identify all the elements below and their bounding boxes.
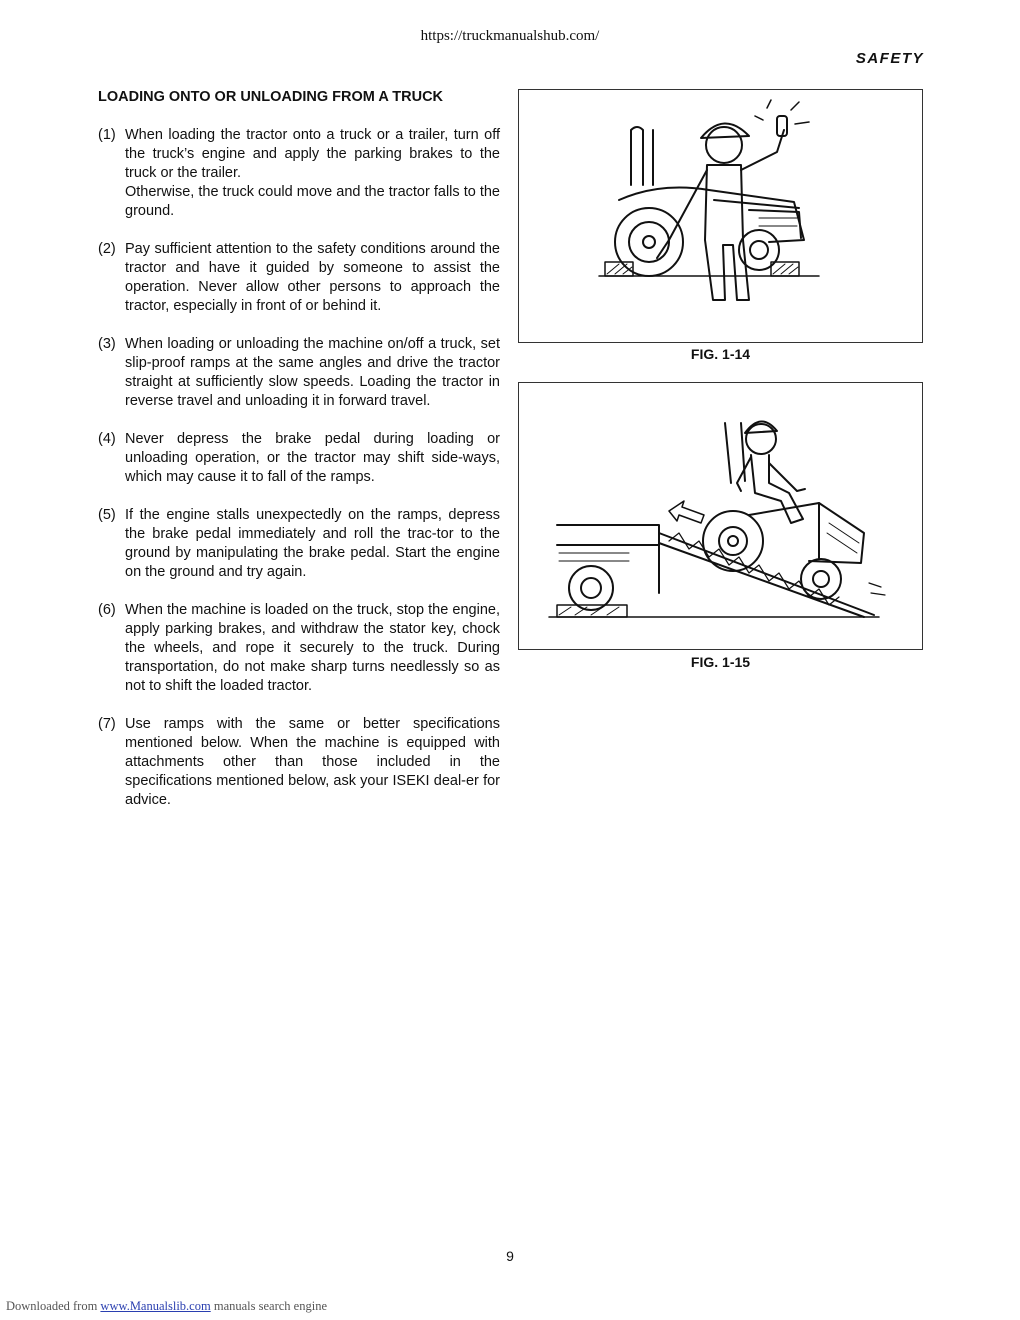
instruction-list [98,126,500,810]
list-item-text [125,240,500,316]
list-item-paragraph: When the machine is loaded on the truck, stop the engine, apply parking brakes, and withdraw the stator key, chock the wheels, and rope it securely to the truck. During transportation, do not make sharp turns needlessly so as not to shift the loaded tractor. [125,602,500,694]
list-item-paragraph: When loading or unloading the machine on/off a truck, set slip-proof ramps at the same angles and drive the tractor straight at sufficiently slow speeds. Loading the tractor in reverse travel and unloading it in forward travel. [125,336,500,409]
list-item-paragraph: Use ramps with the same or better specifications mentioned below. When the machine is equipped with attachments other than those included in the specifications mentioned below, ask your ISEKI deal-er for advice. [125,716,500,808]
list-item-number: (1) [98,127,116,143]
list-item-text [125,430,500,487]
figure-1-14 [518,89,923,343]
figure-caption: FIG. 1-14 [690,346,751,362]
list-item-number: (5) [98,507,116,523]
section-header: SAFETY [855,50,924,67]
list-item [98,240,500,316]
page-heading: LOADING ONTO OR UNLOADING FROM A TRUCK [98,89,444,105]
list-item-number: (7) [98,716,116,732]
manualslib-link[interactable]: www.Manualslib.com [100,1299,211,1313]
list-item-text [125,715,500,810]
list-item-text [125,126,500,221]
footer-prefix: Downloaded from [6,1299,98,1313]
list-item [98,506,500,582]
list-item [98,601,500,696]
list-item-number: (6) [98,602,116,618]
download-footer [6,1299,327,1314]
tractor-reversing-up-ramp-illustration [519,383,922,649]
list-item-text [125,335,500,411]
figure-caption: FIG. 1-15 [690,654,751,670]
list-item-number: (3) [98,336,116,352]
figure-1-15 [518,382,923,650]
main-text-column [98,88,500,829]
list-item-number: (4) [98,431,116,447]
list-item-paragraph: If the engine stalls unexpectedly on the ramps, depress the brake pedal immediately and roll the trac-tor to the ground by manipulating the brake pedal. Start the engine on the ground and try again. [125,507,500,580]
list-item [98,430,500,487]
list-item [98,715,500,810]
list-item [98,335,500,411]
list-item [98,126,500,221]
list-item-paragraph: When loading the tractor onto a truck or a trailer, turn off the truck’s engine and apply the parking brakes to the truck or the trailer. [125,127,500,181]
worker-guiding-tractor-illustration [519,90,922,342]
list-item-text [125,506,500,582]
list-item-text [125,601,500,696]
list-item-paragraph: Pay sufficient attention to the safety conditions around the tractor and have it guided by someone to assist the operation. Never allow other persons to approach the tractor, especially in front of or behind it. [125,241,500,314]
page-number: 9 [506,1248,514,1264]
source-url: https://truckmanualshub.com/ [420,28,600,44]
footer-suffix: manuals search engine [213,1299,327,1313]
list-item-paragraph: Otherwise, the truck could move and the tractor falls to the ground. [125,184,500,219]
list-item-number: (2) [98,241,116,257]
list-item-paragraph: Never depress the brake pedal during loading or unloading operation, or the tractor may shift side-ways, which may cause it to fall of the ramps. [125,431,500,485]
